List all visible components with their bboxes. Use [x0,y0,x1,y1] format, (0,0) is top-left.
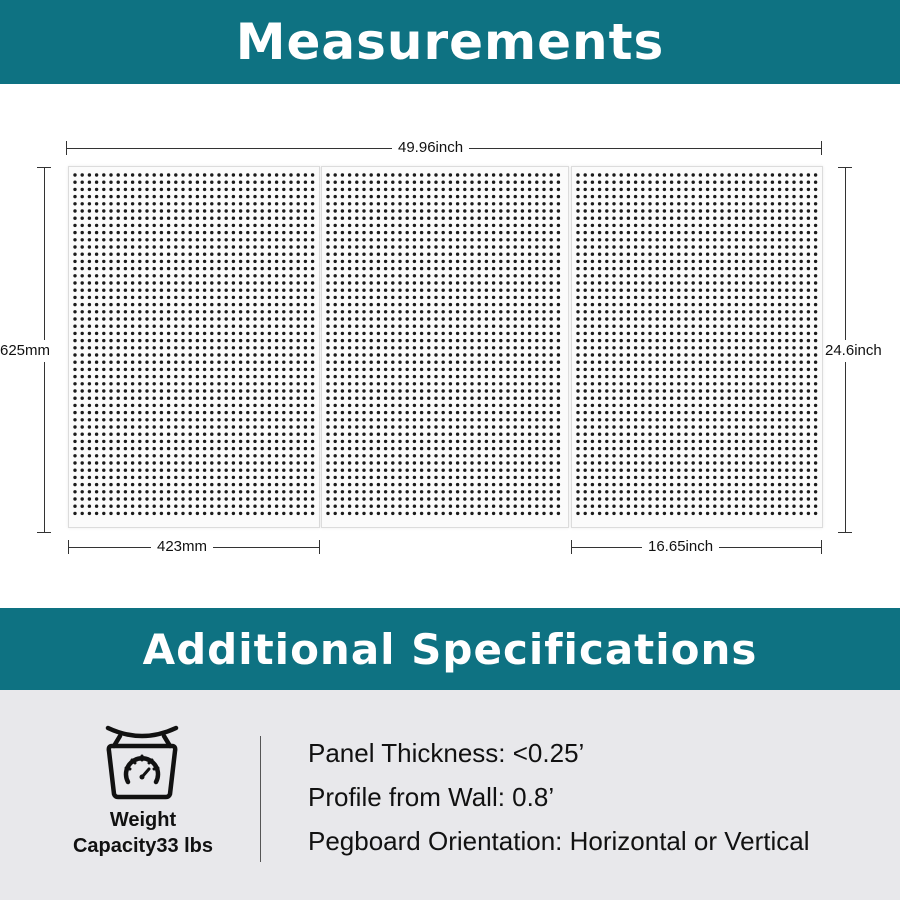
spec-panel-thickness: Panel Thickness: <0.25’ [308,738,585,768]
panel-width-mm-label: 423mm [151,538,213,556]
overall-width-label: 49.96inch [392,139,469,157]
height-inch-label: 24.6inch [825,340,882,362]
specifications-title: Additional Specifications [142,624,758,674]
weight-label: Weight [109,809,177,831]
spec-pegboard-orientation: Pegboard Orientation: Horizontal or Vertical [308,826,810,856]
measurements-title: Measurements [235,13,665,71]
panel-width-inch-label: 16.65inch [642,538,719,556]
weight-capacity-value: Capacity33 lbs [72,835,214,857]
height-mm-label: 625mm [0,340,50,362]
scale-icon [104,724,180,800]
pegboard-panel-middle [321,166,569,528]
pegboard-panel-right [571,166,823,528]
measurements-banner [0,0,900,84]
pegboard-panel-left [68,166,320,528]
specifications-panel [0,690,900,900]
specifications-banner [0,608,900,690]
spec-profile-from-wall: Profile from Wall: 0.8’ [308,782,555,812]
spec-divider [260,736,261,862]
